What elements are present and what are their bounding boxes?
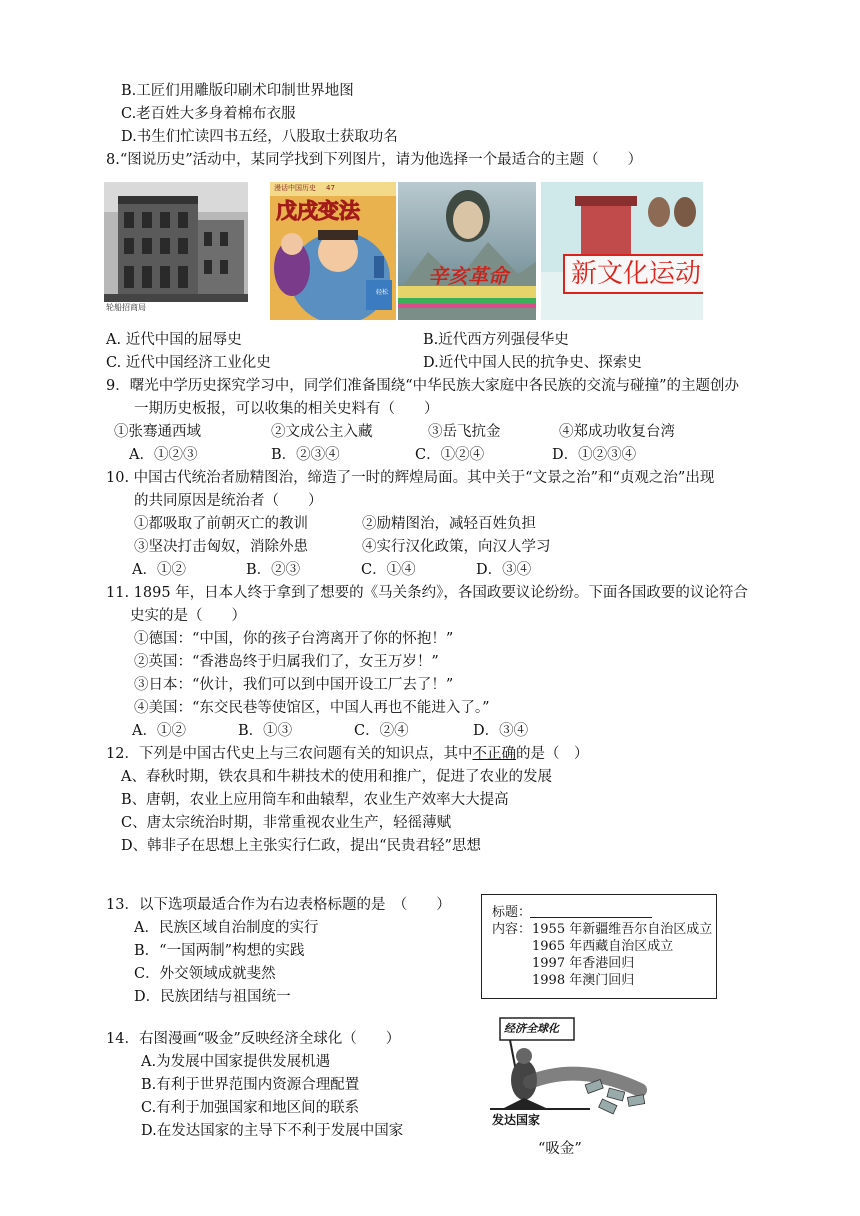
q14-option-a: A.为发展中国家提供发展机遇 <box>141 1054 331 1070</box>
q7-option-c: C.老百姓大多身着棉布衣服 <box>121 106 296 122</box>
q12-stem-post: 的是（ ） <box>515 746 589 762</box>
q13-table-box <box>481 894 717 999</box>
q10-stem-line2: 的共同原因是统治者（ ） <box>134 493 323 509</box>
q8-image-new-culture <box>541 182 703 320</box>
q12-option-b: B、唐朝，农业上应用筒车和曲辕犁，农业生产效率大大提高 <box>121 792 509 808</box>
q12-stem-pre: 12．下列是中国古代史上与三农问题有关的知识点，其中 <box>106 746 473 762</box>
q11-item-3: ③日本：“伙计，我们可以到中国开设工厂去了！” <box>134 677 454 693</box>
q7-option-d: D.书生们忙读四书五经，八股取士获取功名 <box>121 129 398 145</box>
q9-option-b: B．②③④ <box>271 447 340 463</box>
q14-cartoon-caption: “吸金” <box>538 1141 582 1157</box>
q10-option-c: C．①④ <box>361 562 416 578</box>
q12-stem-underlined: 不正确 <box>472 746 516 762</box>
q12-option-a: A、春秋时期，铁农具和牛耕技术的使用和推广，促进了农业的发展 <box>121 769 552 785</box>
q9-option-a: A．①②③ <box>129 447 198 463</box>
q8-option-d: D.近代中国人民的抗争史、探索史 <box>423 355 642 371</box>
q11-stem-line1: 11. 1895 年，日本人终于拿到了想要的《马关条约》，各国政要议论纷纷。下面各国政要的议论符合 <box>106 585 748 601</box>
q8-image-shipping-bureau <box>104 182 248 320</box>
q13-box-line-2: 1965 年西藏自治区成立 <box>532 939 674 954</box>
q8-stem: 8.“图说历史”活动中，某同学找到下列图片，请为他选择一个最适合的主题（ ） <box>106 152 643 168</box>
q11-option-b: B．①③ <box>238 723 293 739</box>
q14-option-c: C.有利于加强国家和地区间的联系 <box>141 1100 360 1116</box>
q14-stem: 14．右图漫画“吸金”反映经济全球化（ ） <box>106 1031 401 1047</box>
q11-item-4: ④美国：“东交民巷等使馆区，中国人再也不能进入了。” <box>134 700 490 716</box>
q8-image2-badge: 轻松 <box>376 289 389 296</box>
q9-stem-line2: 一期历史板报，可以收集的相关史料有（ ） <box>134 401 439 417</box>
q11-option-c: C．②④ <box>354 723 409 739</box>
q9-option-d: D．①②③④ <box>552 447 637 463</box>
q10-item-4: ④实行汉化政策，向汉人学习 <box>362 539 551 555</box>
q9-item-3: ③岳飞抗金 <box>428 424 501 440</box>
q10-stem-line1: 10. 中国古代统治者励精图治，缔造了一时的辉煌局面。其中关于“文景之治”和“贞观之治”出现 <box>106 470 715 486</box>
q13-stem: 13．以下选项最适合作为右边表格标题的是 （ ） <box>106 897 451 913</box>
q13-box-line-1: 1955 年新疆维吾尔自治区成立 <box>532 922 713 937</box>
q14-option-d: D.在发达国家的主导下不利于发展中国家 <box>141 1123 404 1139</box>
q13-box-title-blank <box>530 917 652 918</box>
q8-image1-caption: 轮船招商局 <box>106 303 146 312</box>
q13-option-a: A．民族区域自治制度的实行 <box>134 920 319 936</box>
q8-image-revolution <box>398 182 536 320</box>
q11-stem-line2: 史实的是（ ） <box>130 608 246 624</box>
q8-image2-number: 47 <box>326 184 335 192</box>
q10-option-b: B．②③ <box>246 562 301 578</box>
q13-box-title-label: 标题： <box>492 905 532 920</box>
q14-option-b: B.有利于世界范围内资源合理配置 <box>141 1077 360 1093</box>
q11-option-d: D．③④ <box>473 723 529 739</box>
q10-option-a: A．①② <box>132 562 186 578</box>
q9-option-c: C．①②④ <box>415 447 485 463</box>
q8-option-a: A. 近代中国的屈辱史 <box>106 332 242 348</box>
q13-option-b: B．“一国两制”构想的实践 <box>134 943 305 959</box>
q13-option-c: C．外交领域成就斐然 <box>134 966 276 982</box>
q8-image2-title: 戊戌变法 <box>276 199 360 223</box>
q12-stem <box>106 744 588 764</box>
q8-image3-title: 辛亥革命 <box>428 264 508 288</box>
q13-box-line-4: 1998 年澳门回归 <box>532 973 635 988</box>
q11-item-1: ①德国：“中国，你的孩子台湾离开了你的怀抱！” <box>134 631 454 647</box>
q9-stem-line1: 9．曙光中学历史探究学习中，同学们准备围绕“中华民族大家庭中各民族的交流与碰撞”的主题创办 <box>106 378 740 394</box>
q12-option-c: C、唐太宗统治时期，非常重视农业生产，轻徭薄赋 <box>121 815 452 831</box>
q12-option-d: D、韩非子在思想上主张实行仁政，提出“民贵君轻”思想 <box>121 838 481 854</box>
q9-item-2: ②文成公主入藏 <box>271 424 373 440</box>
q9-item-1: ①张骞通西域 <box>114 424 201 440</box>
q9-item-4: ④郑成功收复台湾 <box>559 424 675 440</box>
q14-cartoon-label: 发达国家 <box>492 1113 541 1127</box>
q8-image2-series: 漫话中国历史 <box>274 184 316 192</box>
q11-item-2: ②英国：“香港岛终于归属我们了，女王万岁！” <box>134 654 439 670</box>
q14-cartoon <box>490 1012 660 1132</box>
q13-option-d: D．民族团结与祖国统一 <box>134 989 291 1005</box>
q8-image-reform-book <box>270 182 396 320</box>
q8-image4-title: 新文化运动 <box>563 254 703 294</box>
q10-option-d: D．③④ <box>476 562 532 578</box>
q7-option-b: B.工匠们用雕版印刷术印制世界地图 <box>121 83 354 99</box>
q14-cartoon-flag: 经济全球化 <box>504 1022 559 1035</box>
q10-item-3: ③坚决打击匈奴，消除外患 <box>134 539 308 555</box>
q13-box-line-3: 1997 年香港回归 <box>532 956 635 971</box>
q8-option-c: C. 近代中国经济工业化史 <box>106 355 271 371</box>
q13-box-content-label: 内容： <box>492 922 532 937</box>
q10-item-1: ①都吸取了前朝灭亡的教训 <box>134 516 308 532</box>
q10-item-2: ②励精图治，减轻百姓负担 <box>362 516 536 532</box>
q11-option-a: A．①② <box>132 723 186 739</box>
q8-option-b: B.近代西方列强侵华史 <box>423 332 569 348</box>
